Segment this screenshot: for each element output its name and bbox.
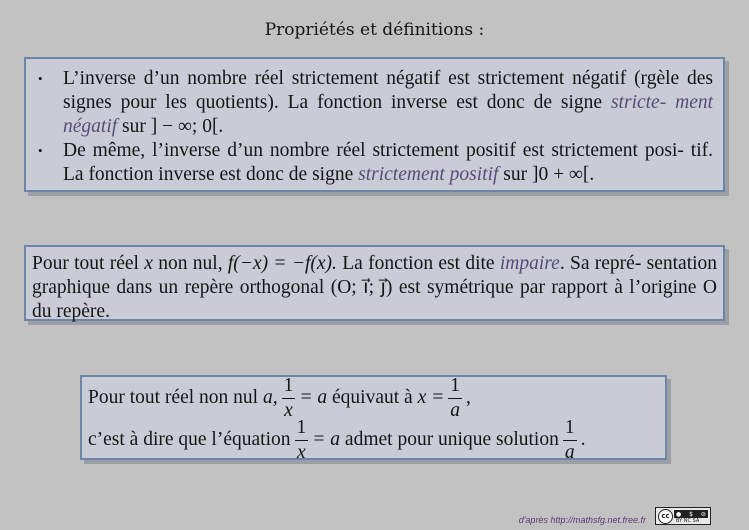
- properties-box: [24, 57, 725, 192]
- text-segment: sentation graphique dans un repère orthogonal (O; i⃗; j⃗) est symétrique par rapport: [32, 253, 718, 298]
- equation-box: [80, 375, 667, 463]
- page-title: Propriétés et définitions :: [264, 20, 485, 40]
- math-variable: x: [144, 253, 153, 274]
- math-equation: = a: [299, 387, 328, 408]
- list-item: [36, 139, 713, 187]
- math-equation: f(−x) = −f(x).: [227, 253, 337, 274]
- item2-line2-start: tif. La fonction inverse est donc de signe: [63, 140, 714, 185]
- item1-highlight-a: stricte-: [610, 92, 667, 113]
- item2-line1: De même, l’inverse d’un nombre réel strictement positif est strictement posi-: [63, 140, 684, 161]
- math-variable: a,: [262, 387, 278, 408]
- bullet: •: [38, 143, 43, 158]
- text-segment: . Sa repré-: [559, 253, 642, 274]
- text-segment: admet pour unique solution: [344, 429, 559, 450]
- source-credit: d'après http://mathsfg.net.free.fr: [518, 515, 646, 525]
- item1-line2: des signes pour les quotients). La fonction inverse est donc de signe: [63, 68, 714, 113]
- equation-line-2: c’est à dire que l’équation $\frac{1}{x}$ = a admet pour unique solution $\frac{1}{a}$ .: [88, 417, 586, 463]
- fraction: $\frac{1}{x}$: [296, 417, 307, 463]
- text-segment: non nul,: [158, 253, 223, 274]
- text-segment: c’est à dire que l’équation: [88, 429, 291, 450]
- text-segment: à l’origine O du repère.: [32, 277, 717, 322]
- item1-line3: sur ] − ∞; 0[.: [122, 116, 224, 137]
- item1-highlight-b: ment négatif: [63, 92, 714, 137]
- list-item: [36, 67, 713, 139]
- odd-function-box: [24, 245, 725, 321]
- bullet: •: [38, 71, 43, 86]
- highlight-term: impaire: [499, 253, 560, 274]
- text-segment: Pour tout réel non nul: [88, 387, 259, 408]
- fraction: $\frac{1}{a}$: [450, 375, 461, 421]
- item2-highlight: strictement positif: [358, 164, 499, 185]
- text-segment: équivaut à: [332, 387, 413, 408]
- math-equation: x =: [417, 387, 445, 408]
- text-segment: La fonction est dite: [342, 253, 495, 274]
- fraction: $\frac{1}{a}$: [564, 417, 575, 463]
- text-segment: Pour tout réel: [32, 253, 139, 274]
- math-equation: = a: [312, 429, 341, 450]
- item1-line1: L’inverse d’un nombre réel strictement négatif est strictement négatif (rgèle: [63, 68, 680, 89]
- item2-line2-end: sur ]0 + ∞[.: [503, 164, 595, 185]
- creative-commons-icon: cc ● $ ⊜ BY NC SA: [655, 507, 711, 525]
- fraction: $\frac{1}{x}$: [283, 375, 294, 421]
- equation-line-1: Pour tout réel non nul a, $\frac{1}{x}$ = a équivaut à x = $\frac{1}{a}$ ,: [88, 375, 471, 421]
